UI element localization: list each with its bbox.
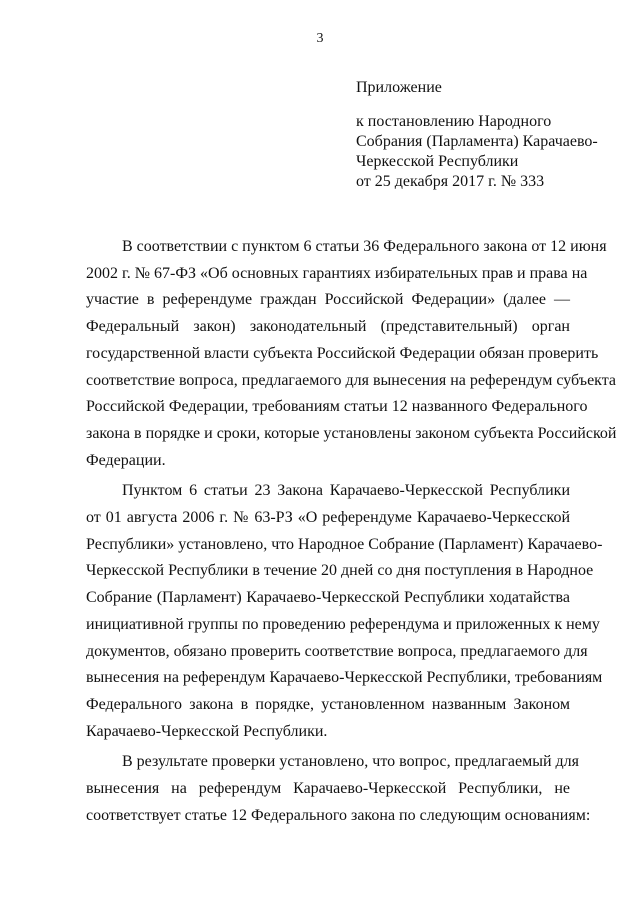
appendix-line: к постановлению Народного <box>356 113 552 130</box>
text-line: Собрание (Парламент) Карачаево-Черкесской Республики ходатайства <box>86 589 570 607</box>
text-line: соответствует статье 12 Федерального закона по следующим основаниям: <box>86 806 591 824</box>
text-line: документов, обязано проверить соответствие вопроса, предлагаемого для <box>86 642 588 660</box>
text-line: вынесения на референдум Карачаево-Черкесской Республики, не <box>86 780 570 798</box>
appendix-line: Черкесской Республики <box>356 153 519 170</box>
appendix-block <box>356 78 606 192</box>
text-line: Карачаево-Черкесской Республики. <box>86 722 328 740</box>
page-number: 3 <box>316 31 324 46</box>
text-line: соответствие вопроса, предлагаемого для вынесения на референдум субъекта <box>86 371 617 389</box>
text-line: от 01 августа 2006 г. № 63-РЗ «О референдуме Карачаево-Черкесской <box>86 509 570 527</box>
appendix-details <box>356 112 606 192</box>
text-line: В соответствии с пунктом 6 статьи 36 Федерального закона от 12 июня <box>122 238 607 255</box>
text-line: Пунктом 6 статьи 23 Закона Карачаево-Черкесской Республики <box>122 482 570 500</box>
text-line: Федеральный закон) законодательный (представительный) орган <box>86 318 570 336</box>
document-body <box>86 234 617 833</box>
text-line: Российской Федерации, требованиям статьи 12 названного Федерального <box>86 398 588 416</box>
text-line: Федерации. <box>86 451 166 469</box>
text-line: В результате проверки установлено, что вопрос, предлагаемый для <box>122 753 579 771</box>
appendix-line: Собрания (Парламента) Карачаево- <box>356 133 598 150</box>
text-line: Федерального закона в порядке, установленном названным Законом <box>86 695 570 713</box>
text-line: Черкесской Республики в течение 20 дней со дня поступления в Народное <box>86 562 594 580</box>
paragraph-2 <box>86 478 603 745</box>
appendix-title: Приложение <box>356 79 442 96</box>
text-line: 2002 г. № 67-ФЗ «Об основных гарантиях избирательных прав и права на <box>86 264 588 282</box>
paragraph-1 <box>86 234 617 474</box>
text-line: Республики» установлено, что Народное Собрание (Парламент) Карачаево- <box>86 535 603 553</box>
text-line: вынесения на референдум Карачаево-Черкесской Республики, требованиям <box>86 669 603 687</box>
text-line: закона в порядке и сроки, которые установлены законом субъекта Российской <box>86 424 617 442</box>
appendix-line: от 25 декабря 2017 г. № 333 <box>356 173 545 190</box>
text-line: инициативной группы по проведению референдума и приложенных к нему <box>86 615 600 633</box>
text-line: участие в референдуме граждан Российской Федерации» (далее — <box>86 291 570 309</box>
paragraph-3 <box>86 749 591 829</box>
text-line: государственной власти субъекта Российской Федерации обязан проверить <box>86 344 599 362</box>
